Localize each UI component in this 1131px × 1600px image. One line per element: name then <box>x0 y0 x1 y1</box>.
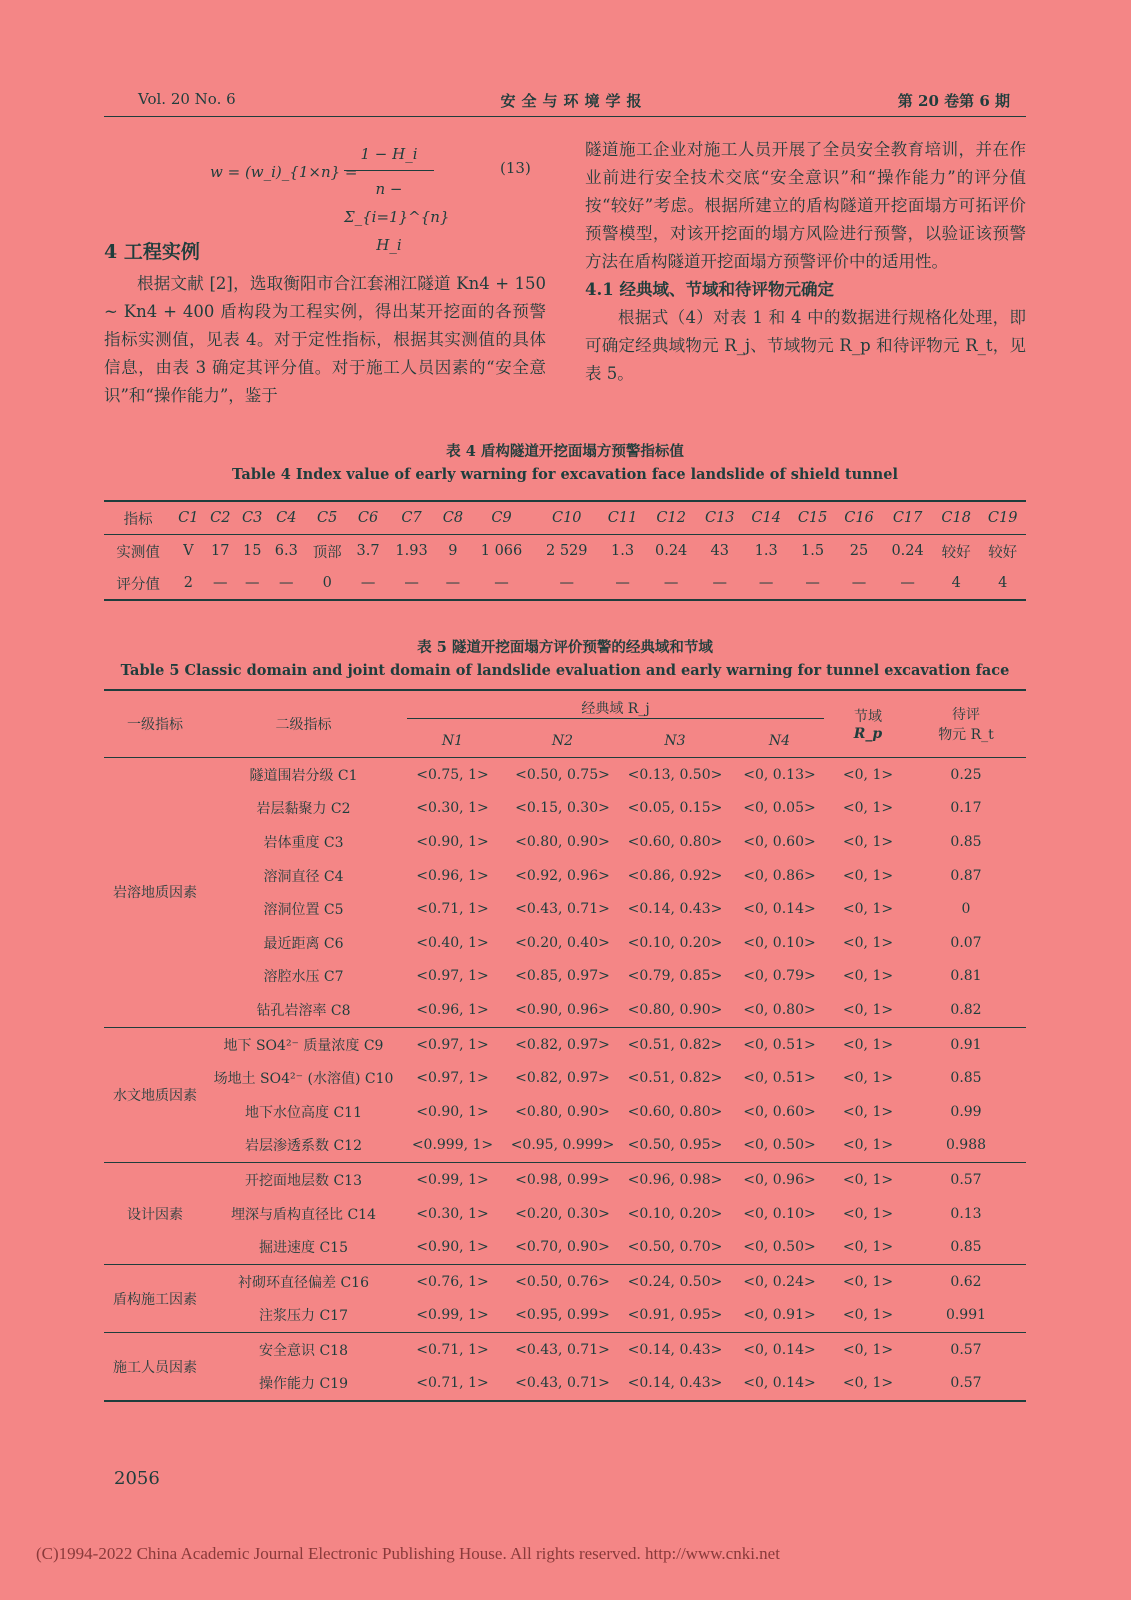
table5-cell: <0.99, 1> <box>401 1163 504 1197</box>
table5-cell: <0.40, 1> <box>416 934 489 951</box>
table4-header-cell: C3 <box>236 501 268 535</box>
right-column <box>585 136 1026 388</box>
table5-row <box>104 758 1026 792</box>
table5-cell: <0, 1> <box>842 1137 894 1154</box>
table5-row <box>104 1163 1026 1197</box>
table5-cell: 0.07 <box>950 934 982 951</box>
table5-cell: 0 <box>961 901 971 918</box>
table5-row <box>104 993 1026 1027</box>
table5-cell: <0, 0.13> <box>743 766 816 783</box>
table5-cell: 0.57 <box>906 1367 1026 1402</box>
table5-row <box>104 1061 1026 1095</box>
table4-caption-cn: 表 4 盾构隧道开挖面塌方预警指标值 <box>446 443 684 460</box>
table4-header-cell: C19 <box>979 501 1026 535</box>
table4-cell: — <box>743 567 789 600</box>
table5-cell: 岩层渗透系数 C12 <box>245 1138 362 1155</box>
table5-cell: <0, 1> <box>830 1027 906 1061</box>
table5-cell: 0.85 <box>950 1239 982 1256</box>
table4-header-cell: 指标 <box>104 501 172 535</box>
table5-cell: <0, 0.10> <box>743 1205 816 1222</box>
table5-group-cell: 盾构施工因素 <box>104 1264 206 1332</box>
table5-row <box>104 1197 1026 1231</box>
table5-cell: 溶洞直径 C4 <box>263 868 344 885</box>
table4-cell: — <box>789 567 835 600</box>
table5-header-first: 一级指标 <box>104 690 206 758</box>
table4-cell: 较好 <box>988 544 1018 561</box>
right-paragraph-1: 隧道施工企业对施工人员开展了全员安全教育培训，并在作业前进行安全技术交底“安全意识”和“操作能力”的评分值按“较好”考虑。根据所建立的盾构隧道开挖面塌方可拓评价预警模型，对该开挖面的塌方风险进行预警，以验证该预警方法在盾构隧道开挖面塌方预警评价中的适用性。 <box>585 140 1026 271</box>
table5-cell: 操作能力 C19 <box>206 1367 401 1402</box>
table5-caption-en: Table 5 Classic domain and joint domain of landslide evaluation and early warning for tunnel excavation face <box>120 662 1010 679</box>
table4-cell: — <box>386 567 437 600</box>
table4-cell: — <box>236 567 268 600</box>
table4-cell: — <box>836 567 882 600</box>
table4-cell: 4 <box>933 567 979 600</box>
table5-cell: <0, 1> <box>830 1333 906 1367</box>
table5-cell: 掘进速度 C15 <box>259 1240 348 1257</box>
table4-header-cell: C5 <box>304 501 350 535</box>
table4-header-cell: C4 <box>268 501 304 535</box>
table5-cell: <0.85, 0.97> <box>515 968 610 985</box>
table5-cell: <0.90, 1> <box>416 833 489 850</box>
copyright-footer: (C)1994-2022 China Academic Journal Electronic Publishing House. All rights reserved. http://www.cnki.net <box>36 1544 780 1563</box>
table5-cell: <0, 1> <box>842 1205 894 1222</box>
table4-cell: 1.3 <box>611 543 635 559</box>
table5-cell: <0, 0.24> <box>729 1264 830 1298</box>
table5-cell: <0.60, 0.80> <box>627 833 723 850</box>
left-paragraph: 根据文献 [2]，选取衡阳市合江套湘江隧道 Kn4 + 150 ~ Kn4 + 400 盾构段为工程实例，得出某开挖面的各预警指标实测值，见表 4。对于定性指标，根据其实测值的具体信息，由表 3 确定其评分值。对于施工人员因素的“安全意识”和“操作能力”，鉴于 <box>104 274 546 405</box>
table5-row <box>104 1129 1026 1163</box>
table4-cell: 17 <box>211 543 230 559</box>
table5-cell: 0.25 <box>950 766 982 783</box>
table5-cell: <0, 1> <box>842 766 894 783</box>
table5-cell: <0.51, 0.82> <box>627 1070 723 1087</box>
table5-row <box>104 1264 1026 1298</box>
table5-cell: <0.70, 0.90> <box>515 1239 610 1256</box>
table5-cell: 0.85 <box>950 1070 982 1087</box>
table4-cell: — <box>697 567 743 600</box>
table5-cell: <0.20, 0.40> <box>515 934 610 951</box>
table5-cell: <0.10, 0.20> <box>627 1205 723 1222</box>
table4-cell: 0 <box>304 567 350 600</box>
table4-header-cell: C13 <box>697 501 743 535</box>
table4-cell: 0.24 <box>891 543 924 559</box>
table4-header-cell: C7 <box>386 501 437 535</box>
table4-cell: 6.3 <box>274 543 298 559</box>
table5-cell: <0, 0.14> <box>729 1367 830 1402</box>
table4-cell: — <box>534 567 599 600</box>
table5-cell: <0.90, 0.96> <box>515 1001 610 1018</box>
table5-cell: <0, 1> <box>830 1163 906 1197</box>
table5-cell: <0.71, 1> <box>401 1367 504 1402</box>
table4-cell: 1 066 <box>480 543 523 559</box>
table5-cell: <0.50, 0.70> <box>627 1239 723 1256</box>
table5-cell: <0.999, 1> <box>411 1137 494 1154</box>
table4-cell: — <box>268 567 304 600</box>
table5-caption-cn: 表 5 隧道开挖面塌方评价预警的经典域和节域 <box>417 639 713 656</box>
table5-cell: 溶洞位置 C5 <box>263 902 344 919</box>
table5-cell: <0.80, 0.90> <box>627 1001 723 1018</box>
table4-cell: — <box>469 567 534 600</box>
left-column <box>104 140 546 410</box>
table5-cell: <0, 0.51> <box>743 1070 816 1087</box>
table5-cell: 埋深与盾构直径比 C14 <box>231 1206 376 1223</box>
equation-number: (13) <box>500 159 531 177</box>
table5-header-joint-line1: 节域 <box>854 709 882 725</box>
table5-cell: <0.71, 1> <box>401 1333 504 1367</box>
table5-cell: <0.86, 0.92> <box>627 867 723 884</box>
table4-header-cell: C8 <box>437 501 469 535</box>
table5-cell: <0.96, 1> <box>416 867 489 884</box>
table5-row <box>104 1333 1026 1367</box>
table5-row <box>104 1299 1026 1333</box>
table5-cell: 0.991 <box>945 1307 987 1324</box>
table5-cell: 场地土 SO4²⁻ (水溶值) C10 <box>213 1071 394 1088</box>
table5-cell: <0, 0.51> <box>729 1027 830 1061</box>
table4-cell: 评分值 <box>104 567 172 600</box>
table5-cell: <0.75, 1> <box>416 766 489 783</box>
table5-cell: <0.15, 0.30> <box>515 800 610 817</box>
table5-header-joint-line2: R_p <box>853 726 883 742</box>
table5-cell: 0.13 <box>950 1205 982 1222</box>
table5-cell: <0, 1> <box>842 934 894 951</box>
table5-cell: 0.57 <box>906 1333 1026 1367</box>
table5-cell: <0.91, 0.95> <box>627 1307 723 1324</box>
table5-row <box>104 960 1026 994</box>
table5-cell: <0.95, 0.99> <box>515 1307 610 1324</box>
table4-header-cell: C12 <box>646 501 697 535</box>
table5-cell: 安全意识 C18 <box>206 1333 401 1367</box>
table5-header-pending <box>906 690 1026 758</box>
equation-numerator: 1 − H_i <box>344 140 434 171</box>
table4-cell: 9 <box>448 543 458 559</box>
table5-row <box>104 1095 1026 1129</box>
table5-cell: 0.988 <box>945 1137 987 1154</box>
table5-cell: <0.76, 1> <box>401 1264 504 1298</box>
table5-header-row-1 <box>104 690 1026 725</box>
table5-cell: <0.80, 0.90> <box>515 833 610 850</box>
table5-cell: <0, 0.14> <box>743 901 816 918</box>
table5-row <box>104 926 1026 960</box>
table5-cell: <0, 0.50> <box>743 1239 816 1256</box>
table5-cell: 开挖面地层数 C13 <box>206 1163 401 1197</box>
table5-cell: 隧道围岩分级 C1 <box>249 767 358 784</box>
table5-cell: <0.99, 1> <box>416 1307 489 1324</box>
table5-cell: <0.71, 1> <box>416 901 489 918</box>
table5-cell: <0.50, 0.76> <box>504 1264 621 1298</box>
table5-cell: 溶腔水压 C7 <box>263 969 344 986</box>
table4-cell: — <box>882 567 933 600</box>
table5-header-pending-line2: 物元 R_t <box>938 727 994 743</box>
table5-cell: <0, 0.60> <box>743 1103 816 1120</box>
table5-cell: <0.98, 0.99> <box>504 1163 621 1197</box>
table5-header-classic <box>401 690 830 725</box>
table5-cell: <0.92, 0.96> <box>515 867 610 884</box>
table4-header-cell: C16 <box>836 501 882 535</box>
table5-cell: 地下水位高度 C11 <box>245 1104 362 1121</box>
table4-cell: 1.93 <box>395 543 428 559</box>
table5-cell: <0.60, 0.80> <box>627 1103 723 1120</box>
table5-cell: <0, 0.05> <box>743 800 816 817</box>
table4-header-cell: C6 <box>350 501 386 535</box>
table5-cell: <0, 0.50> <box>743 1137 816 1154</box>
right-paragraph-2: 根据式（4）对表 1 和 4 中的数据进行规格化处理，即可确定经典域物元 R_j、节域物元 R_p 和待评物元 R_t，见表 5。 <box>585 308 1026 383</box>
table4-caption-en: Table 4 Index value of early warning for excavation face landslide of shield tunnel <box>232 466 898 483</box>
table5-cell: <0.82, 0.97> <box>504 1027 621 1061</box>
table4-header-row <box>104 501 1026 535</box>
table5-cell: <0, 1> <box>830 1367 906 1402</box>
table4-cell: 2 <box>172 567 204 600</box>
table5-cell: <0, 1> <box>842 1070 894 1087</box>
table5-cell: <0.95, 0.999> <box>510 1137 615 1154</box>
table5-cell: <0.97, 1> <box>401 1027 504 1061</box>
table5-cell: <0.14, 0.43> <box>621 1333 729 1367</box>
table4-row <box>104 535 1026 568</box>
table5-cell: <0, 1> <box>842 1103 894 1120</box>
table5-cell: <0.96, 0.98> <box>621 1163 729 1197</box>
table4-header-cell: C14 <box>743 501 789 535</box>
table5-cell: <0.14, 0.43> <box>621 1367 729 1402</box>
equation-lhs: w = (w_i)_{1×n} = <box>210 163 358 181</box>
table4-cell: 顶部 <box>312 544 342 561</box>
table4-cell: — <box>437 567 469 600</box>
table5-cell: <0.30, 1> <box>416 800 489 817</box>
table5-cell: 0.87 <box>950 867 982 884</box>
table5-row <box>104 1230 1026 1264</box>
table5-cell: <0.51, 0.82> <box>621 1027 729 1061</box>
table4-cell: 2 529 <box>545 543 588 559</box>
subsection-heading: 4.1 经典域、节域和待评物元确定 <box>585 280 834 299</box>
table4-header-cell: C11 <box>599 501 645 535</box>
table4-cell: 0.24 <box>655 543 688 559</box>
table5-cell: <0.79, 0.85> <box>627 968 723 985</box>
table5-header-second: 二级指标 <box>206 690 401 758</box>
table4-cell: 1.5 <box>801 543 825 559</box>
table5-cell: <0.43, 0.71> <box>515 901 610 918</box>
table5-cell: <0.05, 0.15> <box>627 800 723 817</box>
table5-header-n: N1 <box>401 725 504 758</box>
table5-cell: <0, 1> <box>842 1001 894 1018</box>
table5-cell: <0.43, 0.71> <box>504 1367 621 1402</box>
table4-header-cell: C1 <box>172 501 204 535</box>
table5-cell: 0.17 <box>950 800 982 817</box>
table-4 <box>104 500 1026 601</box>
table4-cell: — <box>599 567 645 600</box>
table4-cell: 43 <box>710 543 729 559</box>
table5-cell: <0.13, 0.50> <box>627 766 723 783</box>
section-heading: 4 工程实例 <box>104 241 200 263</box>
table5-cell: <0, 0.79> <box>743 968 816 985</box>
table5-cell: <0.90, 1> <box>416 1239 489 1256</box>
table5-cell: <0, 1> <box>842 1239 894 1256</box>
table4-header-cell: C10 <box>534 501 599 535</box>
table5-row <box>104 825 1026 859</box>
table5-cell: 岩层黏聚力 C2 <box>256 801 351 818</box>
table5-cell: <0.97, 1> <box>416 1070 489 1087</box>
table5-cell: <0.97, 1> <box>416 968 489 985</box>
table5-cell: 0.91 <box>906 1027 1026 1061</box>
table5-cell: <0, 0.80> <box>743 1001 816 1018</box>
table5-group-cell: 岩溶地质因素 <box>113 885 197 902</box>
table5-row <box>104 1367 1026 1402</box>
table4-header-cell: C17 <box>882 501 933 535</box>
table5-cell: 地下 SO4²⁻ 质量浓度 C9 <box>206 1027 401 1061</box>
table5-header-n: N4 <box>729 725 830 758</box>
header-rule <box>104 116 1026 117</box>
table5-cell: <0, 1> <box>842 833 894 850</box>
table5-cell: <0.20, 0.30> <box>515 1205 610 1222</box>
table-5 <box>104 689 1026 1402</box>
table5-cell: <0, 1> <box>830 1264 906 1298</box>
table4-header-cell: C2 <box>204 501 236 535</box>
table5-header-n: N3 <box>621 725 729 758</box>
table5-cell: 0.82 <box>950 1001 982 1018</box>
table5-group-cell: 施工人员因素 <box>104 1333 206 1402</box>
table5-header-pending-line1: 待评 <box>952 707 980 723</box>
table5-cell: <0.30, 1> <box>416 1205 489 1222</box>
table4-header-cell: C15 <box>789 501 835 535</box>
table5-cell: <0.50, 0.95> <box>627 1137 723 1154</box>
table4-header-cell: C9 <box>469 501 534 535</box>
table5-header-classic-label: 经典域 R_j <box>581 700 650 717</box>
table5-cell: <0.82, 0.97> <box>515 1070 610 1087</box>
table4-cell: 1.3 <box>754 543 778 559</box>
page-number: 2056 <box>114 1468 160 1489</box>
table5-cell: <0, 0.91> <box>743 1307 816 1324</box>
table5-cell: 注浆压力 C17 <box>259 1308 348 1325</box>
table4-cell: 实测值 <box>116 544 160 561</box>
table5-cell: 0.57 <box>906 1163 1026 1197</box>
table5-cell: 0.62 <box>906 1264 1026 1298</box>
table5-cell: 0.85 <box>950 833 982 850</box>
table5-group-cell: 水文地质因素 <box>104 1027 206 1162</box>
table4-cell: 3.7 <box>356 543 380 559</box>
table4-cell: — <box>646 567 697 600</box>
table5-cell: <0, 1> <box>842 1307 894 1324</box>
table5-cell: <0, 0.60> <box>743 833 816 850</box>
table5-row <box>104 792 1026 826</box>
table4-cell: 较好 <box>941 544 971 561</box>
table5-row <box>104 892 1026 926</box>
table5-cell: <0.14, 0.43> <box>627 901 723 918</box>
table5-cell: <0, 1> <box>842 901 894 918</box>
table5-cell: <0, 0.96> <box>729 1163 830 1197</box>
table4-cell: 25 <box>849 543 869 559</box>
table5-group-cell: 设计因素 <box>104 1163 206 1265</box>
table5-cell: <0.43, 0.71> <box>504 1333 621 1367</box>
table4-header-cell: C18 <box>933 501 979 535</box>
table5-cell: <0.50, 0.75> <box>515 766 610 783</box>
table5-cell: 岩体重度 C3 <box>263 834 344 851</box>
equation-denominator: n − Σ_{i=1}^{n} H_i <box>344 180 450 254</box>
table5-cell: <0, 0.86> <box>743 867 816 884</box>
table5-cell: 0.81 <box>950 968 982 985</box>
table5-cell: <0.96, 1> <box>416 1001 489 1018</box>
table4-cell: V <box>183 543 194 559</box>
table4-cell: 15 <box>242 543 262 559</box>
table5-cell: <0, 1> <box>842 968 894 985</box>
table5-row <box>104 1027 1026 1061</box>
table5-header-n: N2 <box>504 725 621 758</box>
header-journal-title: 安全与环境学报 <box>500 92 648 110</box>
table5-cell: <0.10, 0.20> <box>627 934 723 951</box>
table5-row <box>104 859 1026 893</box>
table5-cell: <0, 1> <box>842 800 894 817</box>
table5-cell: <0, 0.10> <box>743 934 816 951</box>
header-issue: 第 20 卷第 6 期 <box>897 92 1010 110</box>
table5-cell: <0.90, 1> <box>416 1103 489 1120</box>
table5-cell: <0, 0.14> <box>729 1333 830 1367</box>
table4-cell: 4 <box>979 567 1026 600</box>
table5-cell: 钻孔岩溶率 C8 <box>256 1002 351 1019</box>
table5-header-joint <box>830 690 906 758</box>
table5-cell: <0.80, 0.90> <box>515 1103 610 1120</box>
table5-cell: <0.24, 0.50> <box>621 1264 729 1298</box>
table4-cell: — <box>204 567 236 600</box>
table5-cell: <0, 1> <box>842 867 894 884</box>
table4-row <box>104 567 1026 600</box>
table5-cell: 衬砌环直径偏差 C16 <box>206 1264 401 1298</box>
table4-cell: — <box>350 567 386 600</box>
table5-cell: 最近距离 C6 <box>263 935 344 952</box>
equation-fraction <box>344 140 450 259</box>
running-header <box>138 90 1010 116</box>
table5-cell: 0.99 <box>950 1103 982 1120</box>
header-volume: Vol. 20 No. 6 <box>138 90 236 108</box>
